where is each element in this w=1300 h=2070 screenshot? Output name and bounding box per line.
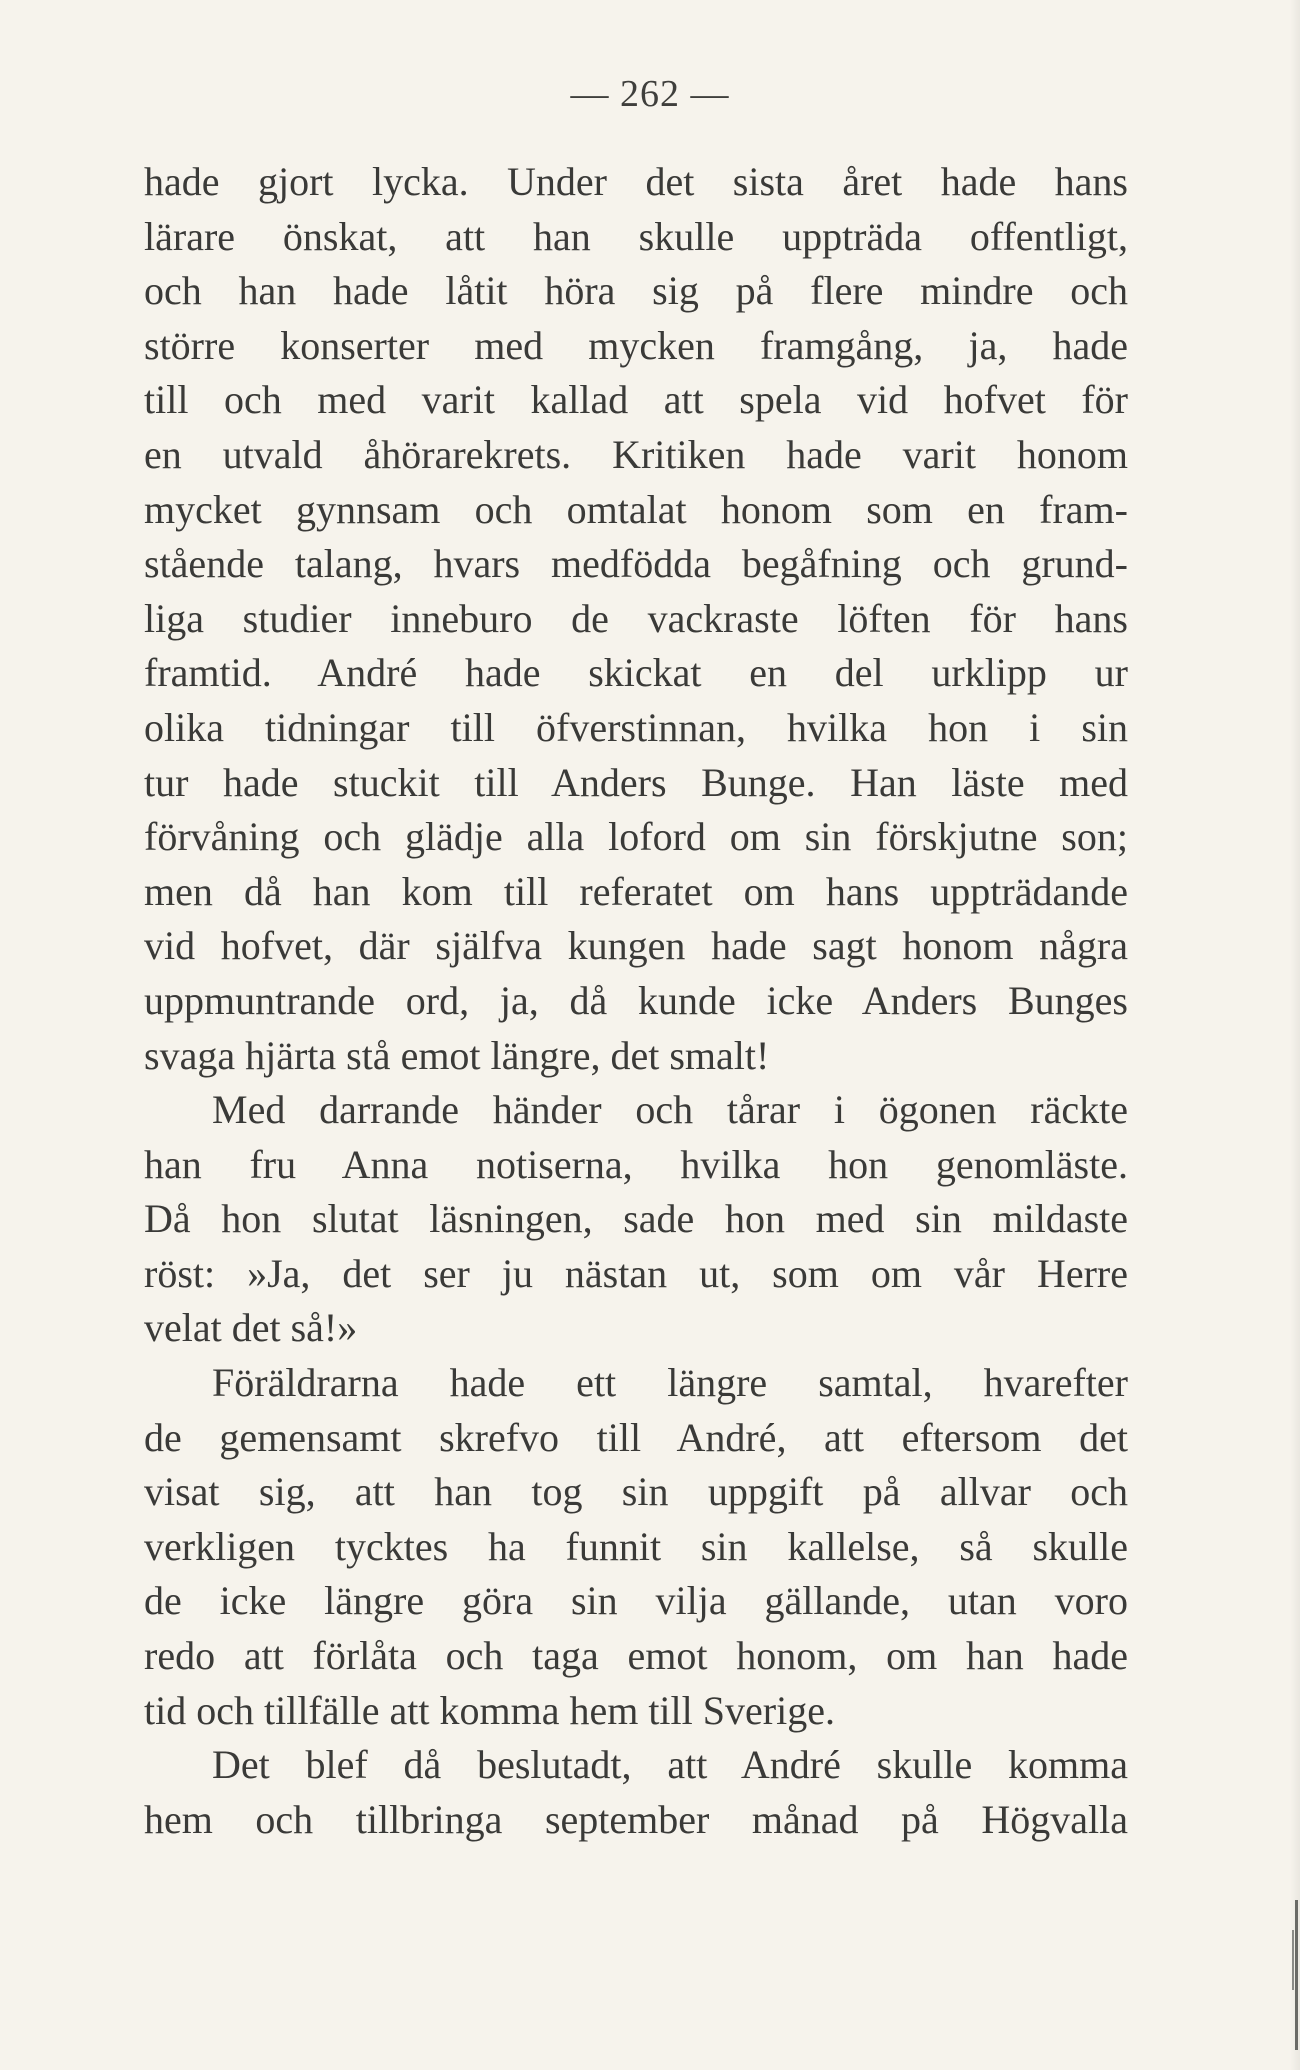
text-line: Föräldrarna hade ett längre samtal, hvarefter [212, 1360, 1128, 1406]
text-line: men då han kom till referatet om hans uppträdande [144, 868, 1128, 914]
text-line: verkligen tycktes ha funnit sin kallelse, så skulle [144, 1523, 1128, 1569]
text-line: tid och tillfälle att komma hem till Sverige. [144, 1687, 835, 1733]
text-line: uppmuntrande ord, ja, då kunde icke Anders Bunges [144, 977, 1128, 1023]
text-line: Då hon slutat läsningen, sade hon med sin mildaste [144, 1196, 1128, 1242]
page-edge-mark [1295, 1900, 1298, 2050]
page-edge-mark [1292, 1930, 1294, 1990]
text-line: Det blef då beslutadt, att André skulle komma [212, 1742, 1128, 1788]
text-line: till och med varit kallad att spela vid hofvet för [144, 377, 1128, 423]
text-line: förvåning och glädje alla loford om sin förskjutne son; [144, 814, 1128, 860]
text-line: han fru Anna notiserna, hvilka hon genomläste. [144, 1141, 1128, 1187]
page-number: — 262 — [570, 73, 730, 115]
text-line: velat det så!» [144, 1305, 358, 1351]
text-line: visat sig, att han tog sin uppgift på allvar och [144, 1469, 1128, 1515]
text-line: röst: »Ja, det ser ju nästan ut, som om vår Herre [144, 1250, 1128, 1296]
text-line: stående talang, hvars medfödda begåfning och grund- [144, 541, 1128, 587]
text-line: Med darrande händer och tårar i ögonen räckte [212, 1087, 1128, 1133]
text-line: framtid. André hade skickat en del urklipp ur [144, 650, 1128, 696]
text-line: vid hofvet, där själfva kungen hade sagt honom några [144, 923, 1128, 969]
body-text [144, 155, 1128, 1847]
text-line: liga studier inneburo de vackraste löften för hans [144, 595, 1128, 641]
text-line: tur hade stuckit till Anders Bunge. Han läste med [144, 759, 1128, 805]
text-line: olika tidningar till öfverstinnan, hvilka hon i sin [144, 704, 1128, 750]
text-line: lärare önskat, att han skulle uppträda offentligt, [144, 213, 1128, 259]
text-line: svaga hjärta stå emot längre, det smalt! [144, 1032, 770, 1078]
text-line: och han hade låtit höra sig på flere mindre och [144, 268, 1128, 314]
text-line: mycket gynnsam och omtalat honom som en fram- [144, 486, 1128, 532]
text-line: de icke längre göra sin vilja gällande, utan voro [144, 1578, 1128, 1624]
text-line: redo att förlåta och taga emot honom, om han hade [144, 1633, 1128, 1679]
text-line: en utvald åhörarekrets. Kritiken hade varit honom [144, 431, 1128, 477]
text-line: de gemensamt skrefvo till André, att eftersom det [144, 1414, 1128, 1460]
page-edge-shadow [1290, 0, 1300, 2070]
text-line: hem och tillbringa september månad på Högvalla [144, 1796, 1128, 1842]
text-line: större konserter med mycken framgång, ja, hade [144, 322, 1128, 368]
text-line: hade gjort lycka. Under det sista året hade hans [144, 159, 1128, 204]
